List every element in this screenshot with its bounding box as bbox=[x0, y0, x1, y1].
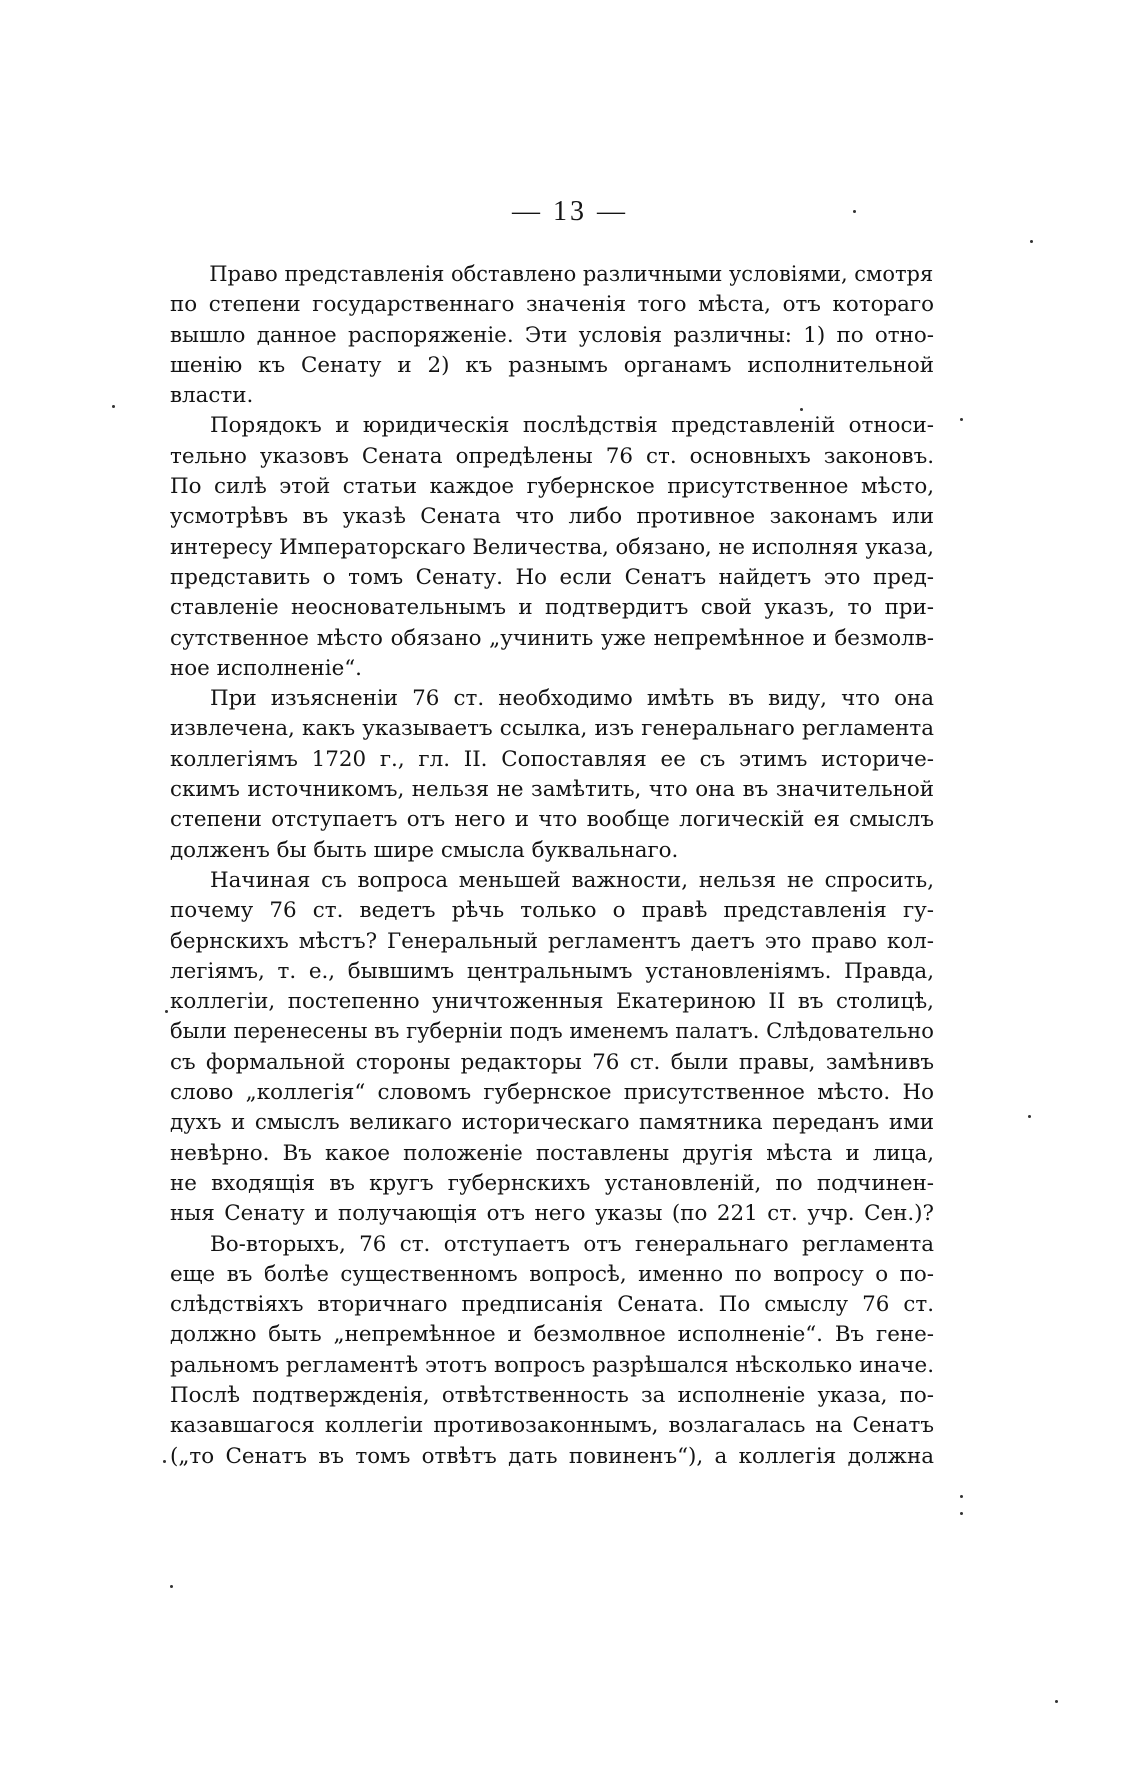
text-line: еще въ болѣе существенномъ вопросѣ, именно по вопросу о по- bbox=[170, 1261, 934, 1287]
body-text bbox=[170, 260, 934, 1472]
text-line: слово „коллегія“ словомъ губернское присутственное мѣсто. Но bbox=[170, 1080, 934, 1106]
speck bbox=[1030, 240, 1033, 243]
text-line: бернскихъ мѣстъ? Генеральный регламентъ даетъ это право кол- bbox=[170, 928, 934, 954]
text-line: Право представленія обставлено различными условіями, смотря bbox=[209, 262, 934, 287]
paragraph-1 bbox=[170, 260, 934, 411]
text-line: тельно указовъ Сената опредѣлены 76 ст. основныхъ законовъ. bbox=[170, 443, 934, 469]
text-line: скимъ источникомъ, нельзя не замѣтить, что она въ значительной bbox=[170, 777, 934, 803]
text-line: степени отступаетъ отъ него и что вообще логическій ея смыслъ bbox=[170, 807, 934, 833]
speck bbox=[1055, 1700, 1058, 1703]
speck bbox=[170, 1585, 173, 1588]
text-line: невѣрно. Въ какое положеніе поставлены другія мѣста и лица, bbox=[170, 1140, 934, 1166]
speck bbox=[960, 1512, 963, 1515]
paragraph-5 bbox=[170, 1230, 934, 1472]
text-line: сутственное мѣсто обязано „учинить уже непремѣнное и безмолв- bbox=[170, 625, 934, 651]
text-line: должно быть „непремѣнное и безмолвное исполненіе“. Въ гене- bbox=[170, 1322, 934, 1348]
text-line: долженъ бы быть шире смысла буквальнаго. bbox=[170, 837, 679, 863]
text-line: власти. bbox=[170, 383, 254, 409]
text-line: казавшагося коллегіи противозаконнымъ, возлагалась на Сенатъ bbox=[170, 1413, 934, 1439]
text-line: ное исполненіе“. bbox=[170, 655, 362, 681]
paragraph-2 bbox=[170, 411, 934, 684]
text-line: представить о томъ Сенату. Но если Сенатъ найдетъ это пред- bbox=[170, 564, 934, 590]
text-line: духъ и смыслъ великаго историческаго памятника переданъ ими bbox=[170, 1110, 934, 1136]
text-line: коллегіямъ 1720 г., гл. II. Сопоставляя ее съ этимъ историче- bbox=[170, 746, 934, 772]
text-line: по степени государственнаго значенія того мѣста, отъ котораго bbox=[170, 292, 934, 318]
speck bbox=[853, 210, 856, 213]
text-line: шенію къ Сенату и 2) къ разнымъ органамъ исполнительной bbox=[170, 352, 934, 378]
speck bbox=[165, 1010, 168, 1013]
text-line: Порядокъ и юридическія послѣдствія представленій относи- bbox=[210, 413, 934, 439]
page-number: — 13 — bbox=[512, 196, 628, 227]
text-line: По силѣ этой статьи каждое губернское присутственное мѣсто, bbox=[170, 474, 934, 500]
text-line: Послѣ подтвержденія, отвѣтственность за исполненіе указа, по- bbox=[170, 1382, 934, 1408]
speck bbox=[800, 408, 803, 411]
text-line: При изъясненіи 76 ст. необходимо имѣть въ виду, что она bbox=[210, 686, 934, 712]
text-line: ставленіе неосновательнымъ и подтвердитъ свой указъ, то при- bbox=[170, 595, 934, 621]
speck bbox=[163, 1460, 166, 1463]
text-line: извлечена, какъ указываетъ ссылка, изъ генеральнаго регламента bbox=[170, 716, 934, 742]
text-line: интересу Императорскаго Величества, обязано, не исполняя указа, bbox=[170, 534, 934, 560]
text-line: слѣдствіяхъ вторичнаго предписанія Сената. По смыслу 76 ст. bbox=[170, 1292, 934, 1318]
speck bbox=[112, 405, 115, 408]
paragraph-3 bbox=[170, 684, 934, 866]
text-line: ныя Сенату и получающія отъ него указы (по 221 ст. учр. Сен.)? bbox=[170, 1201, 934, 1227]
text-line: („то Сенатъ въ томъ отвѣтъ дать повиненъ“), а коллегія должна bbox=[170, 1443, 934, 1469]
text-line: были перенесены въ губерніи подъ именемъ палатъ. Слѣдовательно bbox=[170, 1019, 934, 1045]
text-line: коллегіи, постепенно уничтоженныя Екатериною II въ столицѣ, bbox=[170, 989, 934, 1015]
speck bbox=[960, 1495, 963, 1498]
speck bbox=[960, 418, 963, 421]
text-line: Начиная съ вопроса меньшей важности, нельзя не спросить, bbox=[210, 867, 934, 893]
text-line: почему 76 ст. ведетъ рѣчь только о правѣ представленія гу- bbox=[170, 898, 934, 924]
text-line: ральномъ регламентѣ этотъ вопросъ разрѣшался нѣсколько иначе. bbox=[170, 1352, 934, 1378]
speck bbox=[1028, 1115, 1031, 1118]
paragraph-4 bbox=[170, 866, 934, 1230]
text-line: съ формальной стороны редакторы 76 ст. были правы, замѣнивъ bbox=[170, 1049, 934, 1075]
text-line: усмотрѣвъ въ указѣ Сената что либо противное законамъ или bbox=[170, 504, 934, 530]
text-line: вышло данное распоряженіе. Эти условія различны: 1) по отно- bbox=[170, 322, 934, 348]
text-line: Во-вторыхъ, 76 ст. отступаетъ отъ генеральнаго регламента bbox=[210, 1231, 934, 1257]
text-line: не входящія въ кругъ губернскихъ установленій, по подчинен- bbox=[170, 1170, 934, 1196]
text-line: легіямъ, т. е., бывшимъ центральнымъ установленіямъ. Правда, bbox=[170, 958, 934, 984]
